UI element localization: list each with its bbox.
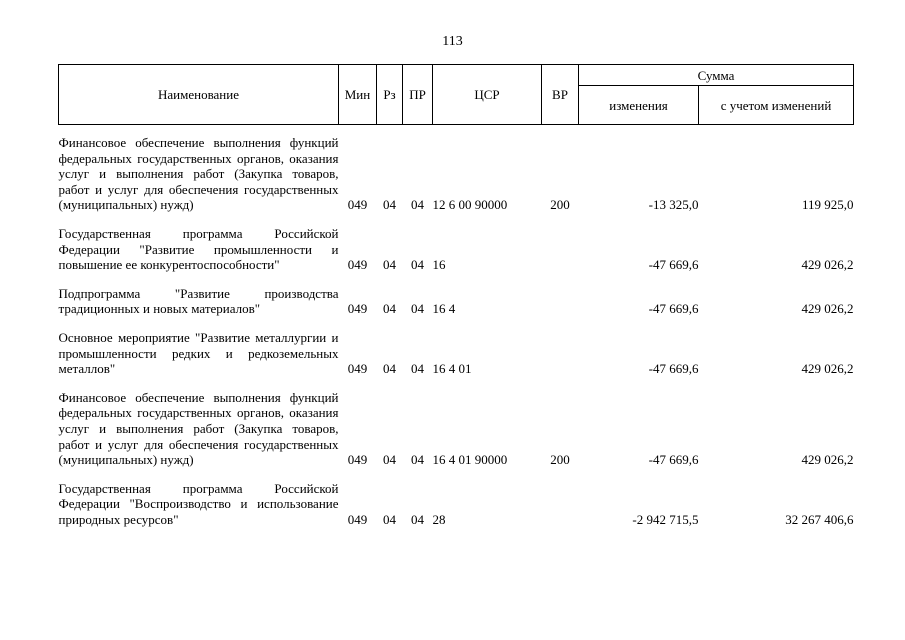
row-csr: 28 [432,511,446,527]
header-with-changes: с учетом изменений [699,86,854,125]
row-name: Государственная программа Российской Федерации "Воспроизводство и использование природных ресурсов" [58,480,339,527]
row-rz: 04 [383,511,396,527]
row-total: 429 026,2 [801,301,854,317]
row-pr: 04 [411,452,424,468]
row-vr [542,221,579,281]
table-row [59,325,854,385]
table-row [59,385,854,476]
row-csr: 16 4 01 90000 [432,452,508,468]
row-rz: 04 [383,197,396,213]
row-rz: 04 [383,452,396,468]
row-pr: 04 [411,361,424,377]
row-rz: 04 [383,257,396,273]
row-total: 429 026,2 [801,257,854,273]
header-sum: Сумма [579,65,854,86]
row-vr: 200 [550,197,570,213]
row-min: 049 [347,257,368,273]
row-min: 049 [347,301,368,317]
row-name: Государственная программа Российской Федерации "Развитие промышленности и повышение ее конкурентоспособности" [58,225,339,273]
row-change: -47 669,6 [648,361,699,377]
row-name: Основное мероприятие "Развитие металлургии и промышленности редких и редкоземельных металлов" [58,329,339,377]
row-pr: 04 [411,197,424,213]
row-csr: 16 4 01 [432,361,472,377]
row-pr: 04 [411,511,424,527]
row-pr: 04 [411,257,424,273]
row-min: 049 [347,361,368,377]
row-name: Финансовое обеспечение выполнения функций федеральных государственных органов, оказания услуг и выполнения работ (Закупка товаров, работ и услуг для обеспечения государственных (муниципальных) нужд) [58,389,339,468]
row-csr: 16 [432,257,446,273]
row-name: Финансовое обеспечение выполнения функций федеральных государственных органов, оказания услуг и выполнения работ (Закупка товаров, работ и услуг для обеспечения государственных (муниципальных) нужд) [58,135,339,213]
table-row [59,221,854,281]
row-change: -47 669,6 [648,301,699,317]
row-min: 049 [347,197,368,213]
row-min: 049 [347,452,368,468]
table-body [59,125,854,536]
row-rz: 04 [383,301,396,317]
row-csr: 12 6 00 90000 [432,197,508,213]
row-change: -47 669,6 [648,257,699,273]
table-row [59,281,854,325]
row-change: -13 325,0 [648,197,699,213]
row-csr: 16 4 [432,301,456,317]
row-vr: 200 [550,452,570,468]
row-change: -47 669,6 [648,452,699,468]
row-total: 429 026,2 [801,452,854,468]
header-pr: ПР [403,65,433,125]
header-csr: ЦСР [433,65,542,125]
row-total: 32 267 406,6 [785,511,854,527]
row-vr [542,476,579,536]
row-vr [542,325,579,385]
header-min: Мин [339,65,377,125]
row-min: 049 [347,511,368,527]
row-vr [542,281,579,325]
row-total: 429 026,2 [801,361,854,377]
page-number: 113 [442,34,463,49]
budget-table [58,64,854,535]
row-name: Подпрограмма "Развитие производства традиционных и новых материалов" [58,285,339,317]
row-total: 119 925,0 [801,197,854,213]
row-pr: 04 [411,301,424,317]
row-rz: 04 [383,361,396,377]
header-rz: Рз [377,65,403,125]
table-row [59,130,854,221]
header-name: Наименование [59,65,339,125]
table-header [59,65,854,125]
table-row [59,476,854,536]
header-change: изменения [579,86,699,125]
row-change: -2 942 715,5 [632,511,699,527]
header-vr: ВР [542,65,579,125]
